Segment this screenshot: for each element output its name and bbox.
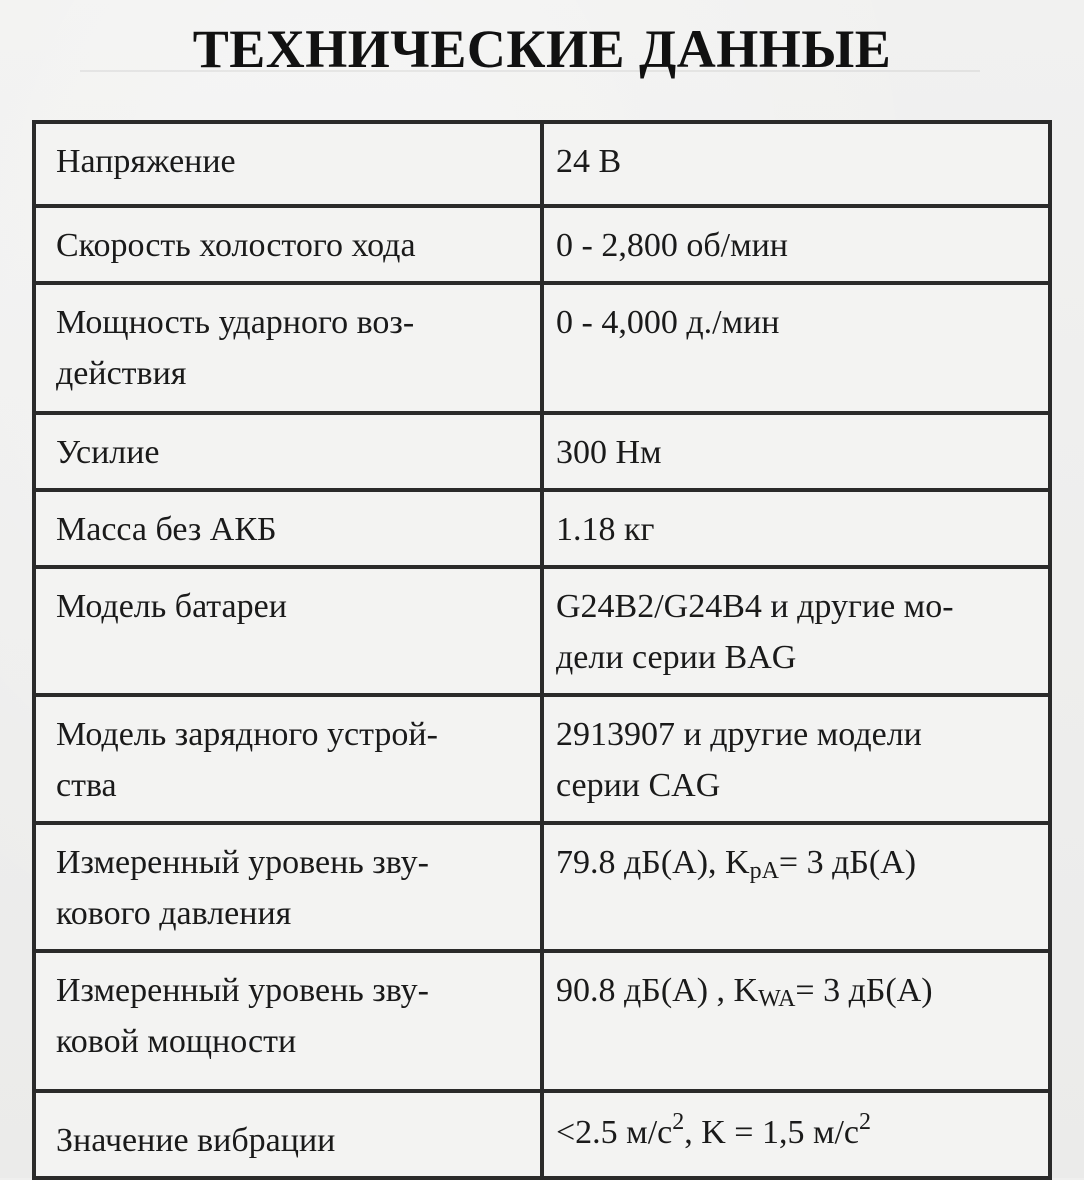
table-row <box>34 413 1050 490</box>
spec-label: Масса без АКБ <box>34 490 542 567</box>
spec-label: Скорость холостого хода <box>34 206 542 283</box>
spec-label: Измеренный уровень зву- кового давления <box>34 823 542 951</box>
spec-value: 0 - 4,000 д./мин <box>542 283 1050 413</box>
spec-value <box>542 1091 1050 1178</box>
table-row <box>34 695 1050 823</box>
value-text: 90.8 дБ(А) , K <box>556 972 759 1009</box>
spec-value: 24 В <box>542 122 1050 206</box>
spec-label: Напряжение <box>34 122 542 206</box>
spec-value: G24B2/G24B4 и другие мо- дели серии BAG <box>542 567 1050 695</box>
spec-value <box>542 823 1050 951</box>
superscript: 2 <box>672 1109 685 1135</box>
subscript: pA <box>749 858 779 884</box>
spec-label: Усилие <box>34 413 542 490</box>
superscript: 2 <box>859 1109 872 1135</box>
spec-value: 0 - 2,800 об/мин <box>542 206 1050 283</box>
spec-label: Модель батареи <box>34 567 542 695</box>
spec-value: 1.18 кг <box>542 490 1050 567</box>
spec-label: Значение вибрации <box>34 1091 542 1178</box>
spec-value: 300 Нм <box>542 413 1050 490</box>
spec-table <box>32 120 1052 1180</box>
value-text: 79.8 дБ(А), K <box>556 844 750 881</box>
table-row <box>34 567 1050 695</box>
page-title: ТЕХНИЧЕСКИЕ ДАННЫЕ <box>192 19 892 79</box>
value-text: = 3 дБ(А) <box>795 972 933 1009</box>
spec-label: Модель зарядного устрой- ства <box>34 695 542 823</box>
value-text: = 3 дБ(А) <box>778 844 917 881</box>
table-row <box>34 283 1050 413</box>
spec-value <box>542 951 1050 1091</box>
spec-label: Мощность ударного воз- действия <box>34 283 542 413</box>
table-row <box>34 951 1050 1091</box>
table-row <box>34 122 1050 206</box>
table-row <box>34 1091 1050 1178</box>
value-text: <2.5 м/с <box>556 1114 673 1151</box>
value-text: , K = 1,5 м/с <box>684 1114 860 1151</box>
table-row <box>34 490 1050 567</box>
spec-label: Измеренный уровень зву- ковой мощности <box>34 951 542 1091</box>
table-row <box>34 206 1050 283</box>
subscript: WA <box>758 986 796 1012</box>
table-row <box>34 823 1050 951</box>
spec-value: 2913907 и другие модели серии CAG <box>542 695 1050 823</box>
